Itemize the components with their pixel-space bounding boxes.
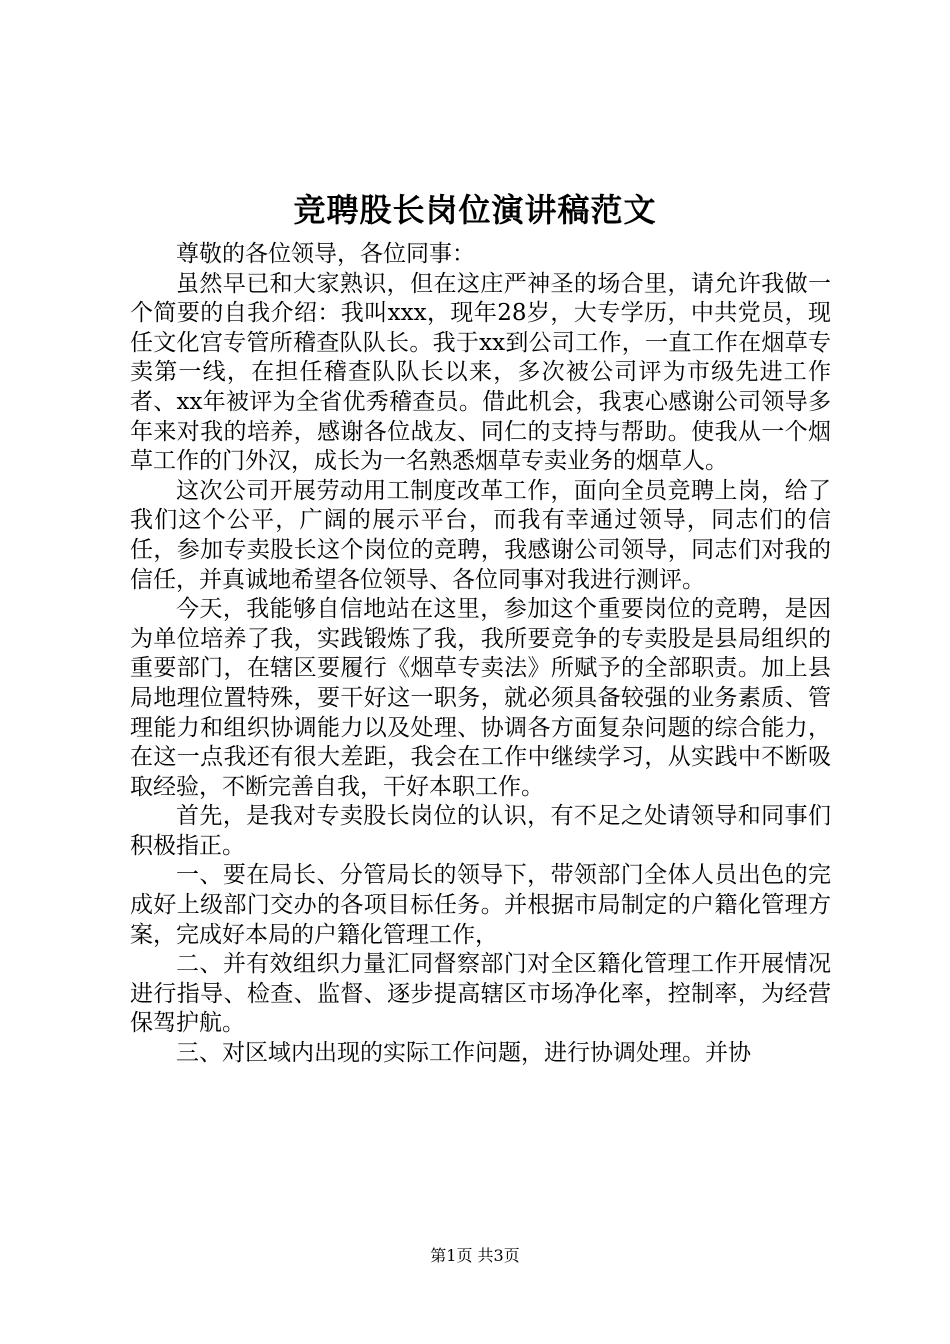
document-title: 竞聘股长岗位演讲稿范文: [293, 191, 657, 229]
page-number-footer: 第1页 共3页: [430, 1246, 520, 1265]
duty-one-paragraph: 一、要在局长、分管局长的领导下，带领部门全体人员出色的完成好上级部门交办的各项目标任务。并根据市局制定的户籍化管理方案，完成好本局的户籍化管理工作，: [130, 862, 831, 948]
self-introduction-paragraph: 虽然早已和大家熟识，但在这庄严神圣的场合里，请允许我做一个简要的自我介绍：我叫xxx，现年28岁，大专学历，中共党员，现任文化宫专管所稽查队队长。我于xx到公司工作，一直工作在烟草专卖第一线，在担任稽查队队长以来，多次被公司评为市级先进工作者、xx年被评为全省优秀稽查员。借此机会，我衷心感谢公司领导多年来对我的培养，感谢各位战友、同仁的支持与帮助。使我从一个烟草工作的门外汉，成长为一名熟悉烟草专卖业务的烟草人。: [130, 270, 831, 475]
salutation-paragraph: 尊敬的各位领导，各位同事：: [176, 241, 475, 267]
competition-paragraph: 这次公司开展劳动用工制度改革工作，面向全员竞聘上岗，给了我们这个公平，广阔的展示平台，而我有幸通过领导，同志们的信任，参加专卖股长这个岗位的竞聘，我感谢公司领导，同志们对我的信任，并真诚地希望各位领导、各位同事对我进行测评。: [130, 477, 831, 593]
confidence-paragraph: 今天，我能够自信地站在这里，参加这个重要岗位的竞聘，是因为单位培养了我，实践锻炼了我，我所要竞争的专卖股是县局组织的重要部门，在辖区要履行《烟草专卖法》所赋予的全部职责。加上县局地理位置特殊，要干好这一职务，就必须具备较强的业务素质、管理能力和组织协调能力以及处理、协调各方面复杂问题的综合能力，在这一点我还有很大差距，我会在工作中继续学习，从实践中不断吸取经验，不断完善自我，干好本职工作。: [130, 596, 831, 800]
document-body: [130, 240, 831, 1069]
duty-two-paragraph: 二、并有效组织力量汇同督察部门对全区籍化管理工作开展情况进行指导、检查、监督、逐步提高辖区市场净化率，控制率，为经营保驾护航。: [130, 951, 831, 1037]
duty-three-paragraph: 三、对区域内出现的实际工作问题，进行协调处理。并协: [176, 1040, 751, 1067]
understanding-paragraph: 首先，是我对专卖股长岗位的认识，有不足之处请领导和同事们积极指正。: [130, 803, 831, 859]
